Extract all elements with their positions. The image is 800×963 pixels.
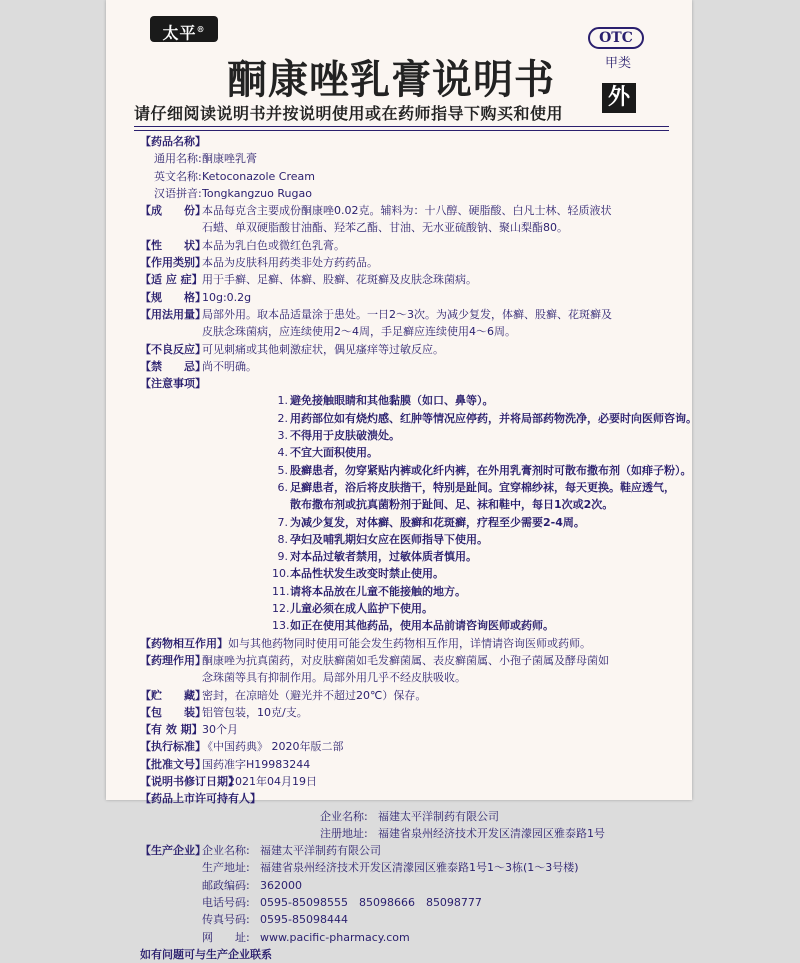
otc-badge: OTC bbox=[588, 27, 644, 49]
list-item-text: 不得用于皮肤破溃处。 bbox=[290, 429, 400, 443]
list-item bbox=[272, 565, 674, 582]
zip-code: 362000 bbox=[260, 878, 302, 892]
section-label: 【包 装】 bbox=[140, 705, 206, 719]
precautions-list bbox=[140, 392, 697, 634]
field-label: 汉语拼音: bbox=[154, 186, 202, 200]
section-label: 【贮 藏】 bbox=[140, 688, 206, 702]
storage-text: 密封，在凉暗处（避光并不超过20℃）保存。 bbox=[202, 688, 427, 702]
section-label: 【作用类别】 bbox=[140, 256, 206, 270]
list-item-text: 足癣患者，浴后将皮肤揩干，特别是趾间。宜穿棉纱袜，每天更换。鞋应透气， bbox=[290, 480, 675, 494]
list-item-number: 9. bbox=[277, 550, 288, 564]
list-item-text: 为减少复发，对体癣、股癣和花斑癣，疗程至少需要2-4周。 bbox=[290, 515, 585, 529]
list-item-number: 7. bbox=[277, 515, 288, 529]
list-item-number: 11. bbox=[272, 584, 290, 598]
list-item-text: 对本品过敏者禁用，过敏体质者慎用。 bbox=[290, 550, 477, 564]
composition-text: 本品每克含主要成份酮康唑0.02克。辅料为：十八醇、硬脂酸、白凡士林、轻质液状 bbox=[202, 204, 612, 218]
section-label: 【药品上市许可持有人】 bbox=[140, 792, 261, 806]
field-label: 生产地址: bbox=[202, 861, 250, 875]
divider bbox=[134, 130, 669, 131]
contra-text: 尚不明确。 bbox=[202, 359, 257, 373]
leaflet-body bbox=[140, 133, 697, 963]
section-label: 【性 状】 bbox=[140, 238, 206, 252]
list-item bbox=[272, 410, 697, 427]
list-item-text: 股癣患者，勿穿紧贴内裤或化纤内裤，在外用乳膏剂时可散布撒布剂（如痱子粉）。 bbox=[290, 463, 692, 477]
section-label: 【说明书修订日期】 bbox=[140, 774, 239, 788]
list-item-text: 不宜大面积使用。 bbox=[290, 446, 378, 460]
list-item-text: 用药部位如有烧灼感、红肿等情况应停药，并将局部药物洗净，必要时向医师咨询。 bbox=[290, 411, 697, 425]
section-label: 【有 效 期】 bbox=[140, 723, 203, 737]
brand-logo: 太平® bbox=[150, 16, 218, 42]
external-use-badge: 外 bbox=[602, 83, 636, 113]
standard-text: 《中国药典》 2020年版二部 bbox=[202, 740, 344, 754]
manufacturer-address: 福建省泉州经济技术开发区清濛园区雅泰路1号1～3栋(1～3号楼) bbox=[260, 861, 579, 875]
list-item bbox=[272, 514, 674, 531]
list-item-number: 4. bbox=[277, 446, 288, 460]
list-item-text: 如正在使用其他药品，使用本品前请咨询医师或药师。 bbox=[290, 619, 554, 633]
section-label: 【生产企业】 bbox=[140, 844, 206, 858]
category-text: 本品为皮肤科用药类非处方药药品。 bbox=[202, 256, 378, 270]
list-item bbox=[272, 531, 674, 548]
section-label: 【用法用量】 bbox=[140, 307, 206, 321]
list-item bbox=[272, 462, 692, 479]
field-label: 企业名称: bbox=[320, 809, 368, 823]
section-label: 【禁 忌】 bbox=[140, 359, 206, 373]
list-item-number: 10. bbox=[272, 567, 290, 581]
list-item-text: 散布撒布剂或抗真菌粉剂于趾间、足、袜和鞋中，每日1次或2次。 bbox=[290, 498, 614, 512]
holder-company: 福建太平洋制药有限公司 bbox=[378, 809, 499, 823]
field-label: 电话号码: bbox=[202, 896, 250, 910]
section-label: 【不良反应】 bbox=[140, 342, 206, 356]
field-label: 注册地址: bbox=[320, 826, 368, 840]
fax-number: 0595-85098444 bbox=[260, 913, 348, 927]
package-text: 铝管包装，10克/支。 bbox=[202, 705, 308, 719]
otc-class-label: 甲类 bbox=[604, 56, 631, 71]
section-label: 【执行标准】 bbox=[140, 740, 206, 754]
revision-text: 2021年04月19日 bbox=[228, 774, 317, 788]
list-item bbox=[272, 617, 674, 634]
footer-note: 如有问题可与生产企业联系 bbox=[140, 947, 272, 961]
list-item-text: 孕妇及哺乳期妇女应在医师指导下使用。 bbox=[290, 532, 488, 546]
list-item bbox=[272, 600, 674, 617]
section-label: 【规 格】 bbox=[140, 290, 206, 304]
adverse-text: 可见刺痛或其他刺激症状，偶见瘙痒等过敏反应。 bbox=[202, 342, 444, 356]
field-label: 传真号码: bbox=[202, 913, 250, 927]
section-label: 【药理作用】 bbox=[140, 653, 206, 667]
holder-address: 福建省泉州经济技术开发区清濛园区雅泰路1号 bbox=[378, 826, 605, 840]
list-item-number: 2. bbox=[277, 411, 288, 425]
section-label: 【药物相互作用】 bbox=[140, 636, 228, 650]
list-item-number: 5. bbox=[277, 463, 288, 477]
interactions-text: 如与其他药物同时使用可能会发生药物相互作用，详情请咨询医师或药师。 bbox=[228, 636, 591, 650]
list-item bbox=[272, 427, 674, 444]
validity-text: 30个月 bbox=[202, 723, 238, 737]
list-item-text: 请将本品放在儿童不能接触的地方。 bbox=[290, 584, 466, 598]
section-label: 【批准文号】 bbox=[140, 757, 206, 771]
field-label: 企业名称: bbox=[202, 844, 250, 858]
list-item-text: 儿童必须在成人监护下使用。 bbox=[290, 602, 433, 616]
leaflet-title: 酮康唑乳膏说明书 bbox=[227, 57, 555, 103]
field-label: 通用名称: bbox=[154, 152, 202, 166]
dosage-text: 皮肤念珠菌病，应连续使用2～4周，手足癣应连续使用4～6周。 bbox=[202, 325, 516, 339]
composition-text: 石蜡、单双硬脂酸甘油酯、羟苯乙酯、甘油、无水亚硫酸钠、聚山梨酯80。 bbox=[202, 221, 568, 235]
character-text: 本品为乳白色或微红色乳膏。 bbox=[202, 238, 345, 252]
english-name: Ketoconazole Cream bbox=[202, 169, 315, 183]
leaflet-sheet bbox=[106, 0, 697, 961]
list-item bbox=[272, 479, 674, 496]
list-item bbox=[272, 583, 674, 600]
divider bbox=[134, 126, 669, 127]
list-item-number: 8. bbox=[277, 532, 288, 546]
list-item bbox=[272, 496, 674, 513]
list-item bbox=[272, 444, 674, 461]
indications-text: 用于手癣、足癣、体癣、股癣、花斑癣及皮肤念珠菌病。 bbox=[202, 273, 477, 287]
phone-number: 0595-85098555 85098666 85098777 bbox=[260, 896, 482, 910]
pharmacology-text: 念珠菌等具有抑制作用。局部外用几乎不经皮肤吸收。 bbox=[202, 671, 466, 685]
section-label: 【注意事项】 bbox=[140, 377, 206, 391]
list-item-number: 3. bbox=[277, 429, 288, 443]
approval-text: 国药准字H19983244 bbox=[202, 757, 311, 771]
list-item bbox=[272, 548, 674, 565]
list-item bbox=[272, 392, 674, 409]
list-item-number: 13. bbox=[272, 619, 290, 633]
leaflet-subtitle: 请仔细阅读说明书并按说明使用或在药师指导下购买和使用 bbox=[134, 104, 564, 123]
field-label: 邮政编码: bbox=[202, 878, 250, 892]
spec-text: 10g:0.2g bbox=[202, 290, 252, 304]
website: www.pacific-pharmacy.com bbox=[260, 930, 410, 944]
manufacturer-company: 福建太平洋制药有限公司 bbox=[260, 844, 381, 858]
list-item-number bbox=[272, 496, 288, 513]
field-label: 英文名称: bbox=[154, 169, 202, 183]
list-item-number: 12. bbox=[272, 602, 290, 616]
generic-name: 酮康唑乳膏 bbox=[202, 152, 257, 166]
list-item-number: 6. bbox=[277, 480, 288, 494]
list-item-text: 避免接触眼睛和其他黏膜（如口、鼻等）。 bbox=[290, 394, 494, 408]
list-item-text: 本品性状发生改变时禁止使用。 bbox=[290, 567, 444, 581]
section-label: 【成 份】 bbox=[140, 204, 206, 218]
section-label: 【适 应 症】 bbox=[140, 273, 203, 287]
dosage-text: 局部外用。取本品适量涂于患处。一日2～3次。为减少复发，体癣、股癣、花斑癣及 bbox=[202, 307, 612, 321]
pharmacology-text: 酮康唑为抗真菌药，对皮肤癣菌如毛发癣菌属、表皮癣菌属、小孢子菌属及酵母菌如 bbox=[202, 653, 609, 667]
list-item-number: 1. bbox=[277, 394, 288, 408]
pinyin-name: Tongkangzuo Rugao bbox=[202, 186, 312, 200]
section-label: 【药品名称】 bbox=[140, 135, 206, 148]
field-label: 网 址: bbox=[202, 930, 250, 944]
